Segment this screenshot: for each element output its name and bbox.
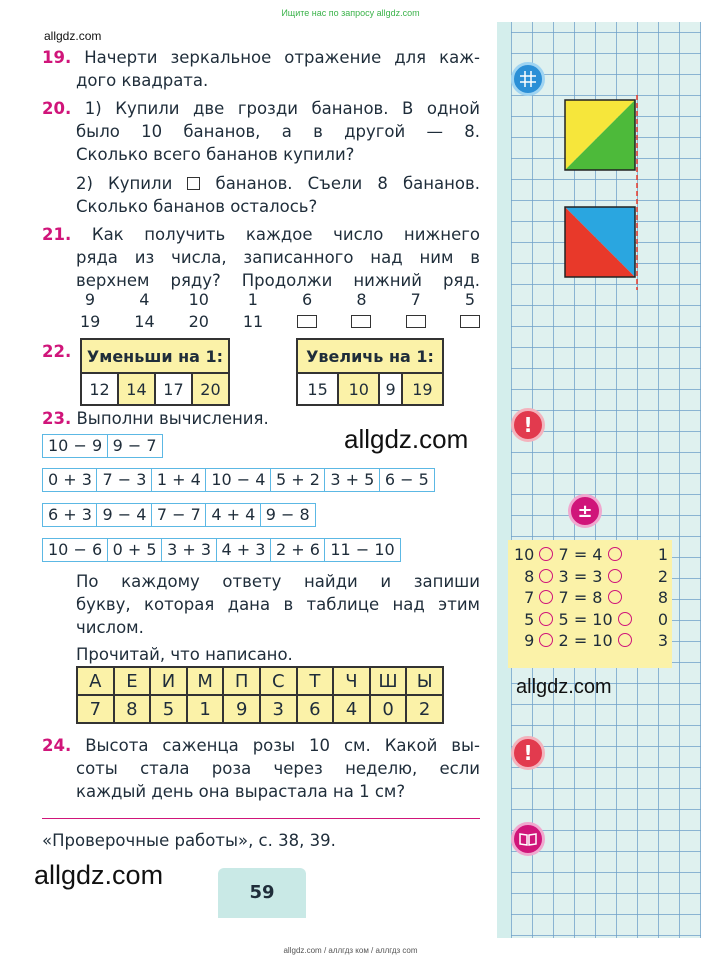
expression: 10 − 9 [42,434,108,458]
task-number: 23. [42,409,72,428]
expression: 9 − 8 [260,503,316,527]
blank-circle[interactable] [539,547,553,561]
table-cell: 14 [118,373,155,405]
task-text: По каждому ответу найди и запиши [76,572,480,591]
number-cell: 4 [333,695,370,723]
letter-cell: Е [114,667,151,695]
expression: 6 + 3 [42,503,98,527]
mirror-squares [560,95,650,295]
watermark: allgdz.com [516,676,612,698]
compare-row: 10 7 = 4 1 [514,545,668,564]
table-cell: 17 [155,373,192,405]
blank-circle[interactable] [608,547,622,561]
letter-cell: Ш [370,667,407,695]
expression: 9 − 4 [96,503,152,527]
expression: 4 + 4 [205,503,261,527]
blank-circle[interactable] [618,612,632,626]
task-text: каждый день она вырастала на 1 см? [76,782,406,801]
expression: 3 + 5 [324,468,380,492]
task-23 [42,407,269,430]
grid-icon [511,62,545,96]
blank-circle[interactable] [539,633,553,647]
blank-circle[interactable] [539,612,553,626]
task-text: Начерти зеркальное отражение для каж- [84,48,481,67]
task-number: 21. [42,225,72,244]
task-text: верхнем ряду? Продолжи нижний ряд. [76,271,480,290]
table-title: Увеличь на 1: [297,339,443,373]
page-number: 59 [218,868,306,918]
watermark: allgdz.com [44,29,102,43]
expression: 0 + 3 [42,468,98,492]
task-text: Прочитай, что написано. [76,645,293,664]
increase-table [296,338,444,406]
task-text: Как получить каждое число нижнего [91,225,480,244]
task-text: Сколько всего бананов купили? [76,145,355,164]
task-text: букву, которая дана в таблице над этим [76,595,480,614]
blank-circle[interactable] [539,590,553,604]
blank-circle[interactable] [608,590,622,604]
number-row-top: 9 4 10 1 6 8 7 5 [84,290,476,309]
expression: 10 − 4 [205,468,271,492]
letter-cell: И [150,667,187,695]
number-cell: 5 [150,695,187,723]
task-text: было 10 бананов, а в другой — 8. [76,122,480,141]
task-text: Сколько бананов осталось? [76,197,318,216]
table-cell: 9 [379,373,401,405]
expression-row [42,434,161,458]
expression: 10 − 6 [42,538,108,562]
number-cell: 1 [187,695,224,723]
task-text: ряда из числа, записанного над ним в [76,248,480,267]
exclamation-icon: ! [511,408,545,442]
blank-box[interactable] [351,315,371,328]
task-text: Высота саженца розы 10 см. Какой вы- [85,736,480,755]
task-20 [42,97,480,218]
blank-box[interactable] [460,315,480,328]
task-21 [42,223,480,292]
expression-row [42,503,314,527]
expression: 7 − 7 [151,503,207,527]
letter-cell: Т [297,667,334,695]
number-cell: 8 [114,695,151,723]
exclamation-icon: ! [511,736,545,770]
number-cell: 2 [406,695,443,723]
task-text: бананов. Съели 8 бананов. [215,174,480,193]
expression-row [42,468,433,492]
blank-circle[interactable] [539,569,553,583]
number-row-bottom: 19 14 20 11 [80,312,480,331]
blank-circle[interactable] [618,633,632,647]
blank-box[interactable] [187,177,200,190]
task-text: Выполни вычисления. [76,409,269,428]
decrease-table [80,338,230,406]
table-cell: 19 [402,373,443,405]
footer-reference: «Проверочные работы», с. 38, 39. [42,831,336,850]
blank-box[interactable] [297,315,317,328]
task-text: 1) Купили две грозди бананов. В одной [84,99,480,118]
expression: 2 + 6 [270,538,326,562]
top-note: Ищите нас по запросу allgdz.com [281,8,420,18]
letter-cell: А [77,667,114,695]
table-cell: 12 [81,373,118,405]
compare-row: 9 2 = 10 3 [524,631,668,650]
table-cell: 20 [192,373,229,405]
number-cell: 9 [223,695,260,723]
expression: 3 + 3 [161,538,217,562]
expression: 5 + 2 [270,468,326,492]
table-cell: 10 [338,373,379,405]
expression: 6 − 5 [379,468,435,492]
divider [42,818,480,819]
compare-row: 8 3 = 3 2 [524,566,668,586]
number-cell: 0 [370,695,407,723]
letter-cell: С [260,667,297,695]
expression: 7 − 3 [96,468,152,492]
letter-cell: М [187,667,224,695]
task-number: 19. [42,48,72,67]
expression-row [42,538,399,562]
expression: 4 + 3 [216,538,272,562]
expression: 0 + 5 [107,538,163,562]
watermark: allgdz.com [344,424,469,454]
letter-cell: Ы [406,667,443,695]
number-cell: 3 [260,695,297,723]
table-title: Уменьши на 1: [81,339,229,373]
task-22 [42,340,71,363]
task-text: дого квадрата. [76,71,209,90]
compare-row: 7 7 = 8 8 [524,588,668,607]
bottom-note: allgdz.com / аллгдз ком / аллгдз com [283,946,418,955]
blank-box[interactable] [406,315,426,328]
expression: 9 − 7 [107,434,163,458]
number-cell: 7 [77,695,114,723]
task-24 [42,734,480,803]
plus-minus-icon: ± [568,494,602,528]
table-cell: 15 [297,373,338,405]
task-text: соты стала роза через неделю, если [76,759,480,778]
task-number: 20. [42,99,72,118]
task-text: числом. [76,618,144,637]
expression: 11 − 10 [324,538,400,562]
blank-circle[interactable] [608,569,622,583]
compare-row: 5 5 = 10 0 [524,609,668,629]
task-number: 24. [42,736,72,755]
letter-code-table [76,666,444,724]
expression: 1 + 4 [151,468,207,492]
watermark: allgdz.com [34,860,164,890]
book-icon [511,822,545,856]
letter-cell: Ч [333,667,370,695]
number-cell: 6 [297,695,334,723]
task-text: 2) Купили [76,174,173,193]
task-number: 22. [42,342,72,361]
task-19 [42,46,480,92]
letter-cell: П [223,667,260,695]
compare-box [508,540,672,668]
task-23-instruction [76,570,480,666]
